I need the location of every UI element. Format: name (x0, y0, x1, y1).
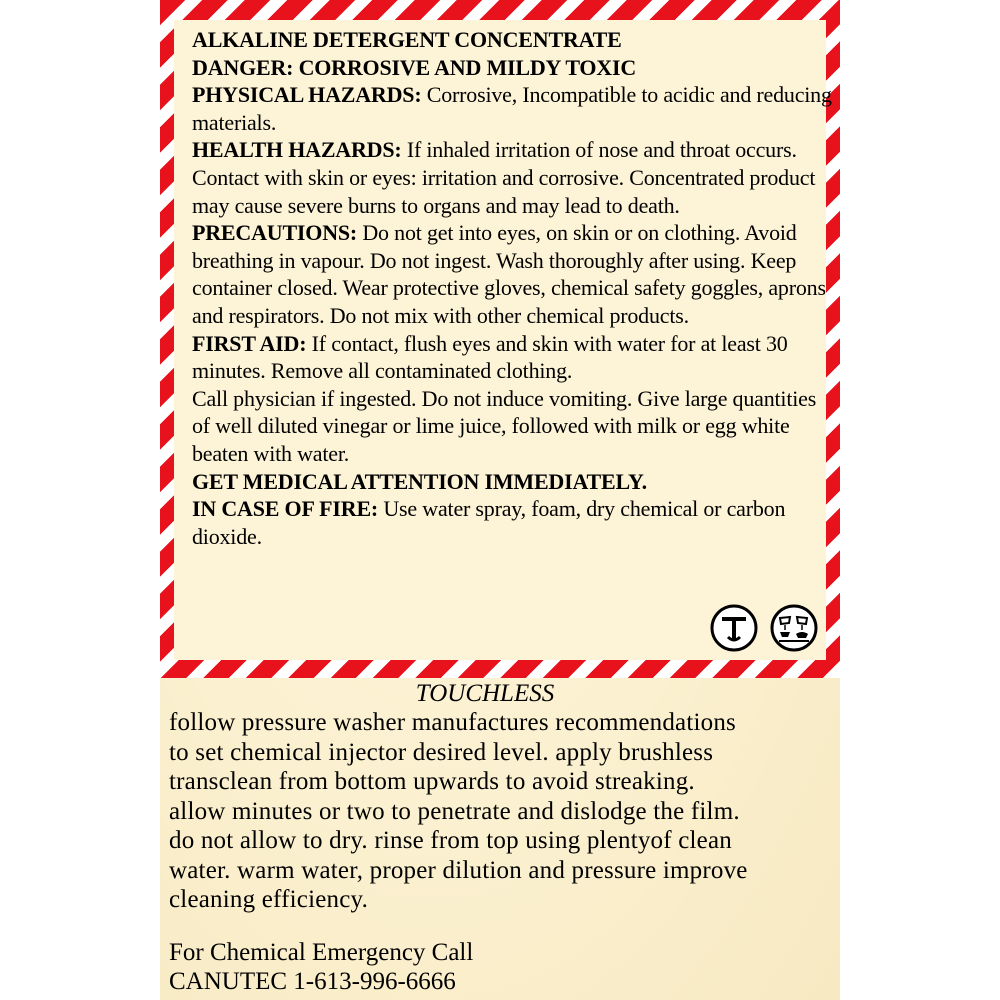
emergency-contact (169, 938, 840, 996)
directions-text (169, 708, 840, 915)
health-hazards: HEALTH HAZARDS: If inhaled irritation of nose and throat occurs. Contact with skin or eyes: irritation and corrosive. Concentrated product may cause severe burns to organs and may lead to death. (192, 137, 816, 218)
emergency-line: For Chemical Emergency Call (169, 938, 474, 966)
directions-title: TOUCHLESS (415, 680, 555, 707)
directions-line: follow pressure washer manufactures recommendations (169, 709, 736, 736)
first-aid: FIRST AID: If contact, flush eyes and skin with water for at least 30 minutes. Remove all contaminated clothing. (192, 330, 788, 384)
emergency-phone: CANUTEC 1-613-996-6666 (169, 967, 456, 995)
directions-section (160, 680, 840, 996)
first-aid-ingestion: Call physician if ingested. Do not induce vomiting. Give large quantities of well diluted vinegar or lime juice, followed with milk or egg white beaten with water. (192, 385, 817, 466)
product-name: ALKALINE DETERGENT CONCENTRATE (192, 27, 622, 52)
medical-attention: GET MEDICAL ATTENTION IMMEDIATELY. (192, 468, 647, 494)
fire-instructions: IN CASE OF FIRE: Use water spray, foam, dry chemical or carbon dioxide. (192, 496, 786, 549)
directions-line: cleaning efficiency. (169, 886, 369, 913)
hazard-pictograms (710, 604, 818, 652)
danger-statement: DANGER: CORROSIVE AND MILDY TOXIC (192, 54, 637, 80)
physical-hazards: PHYSICAL HAZARDS: Corrosive, Incompatible to acidic and reducing materials. (192, 82, 832, 135)
product-label (160, 0, 840, 1000)
directions-line: transclean from bottom upwards to avoid streaking. (169, 768, 695, 795)
directions-line: allow minutes or two to penetrate and dislodge the film. (169, 797, 740, 825)
corrosive-symbol-icon (770, 604, 818, 652)
hazard-warning-text (192, 26, 832, 550)
directions-line: to set chemical injector desired level. apply brushless (169, 738, 714, 766)
precautions: PRECAUTIONS: Do not get into eyes, on skin or on clothing. Avoid breathing in vapour. Do not ingest. Wash thoroughly after using. Keep container closed. Wear protective gloves, chemical safety goggles, aprons and respirators. Do not mix with other chemical products. (192, 220, 826, 328)
hazard-warning-panel (174, 20, 832, 660)
toxic-symbol-icon (710, 604, 758, 652)
directions-line: water. warm water, proper dilution and pressure improve (169, 856, 748, 884)
hazard-warning-box (160, 0, 840, 678)
directions-line: do not allow to dry. rinse from top using plentyof clean (169, 827, 732, 854)
